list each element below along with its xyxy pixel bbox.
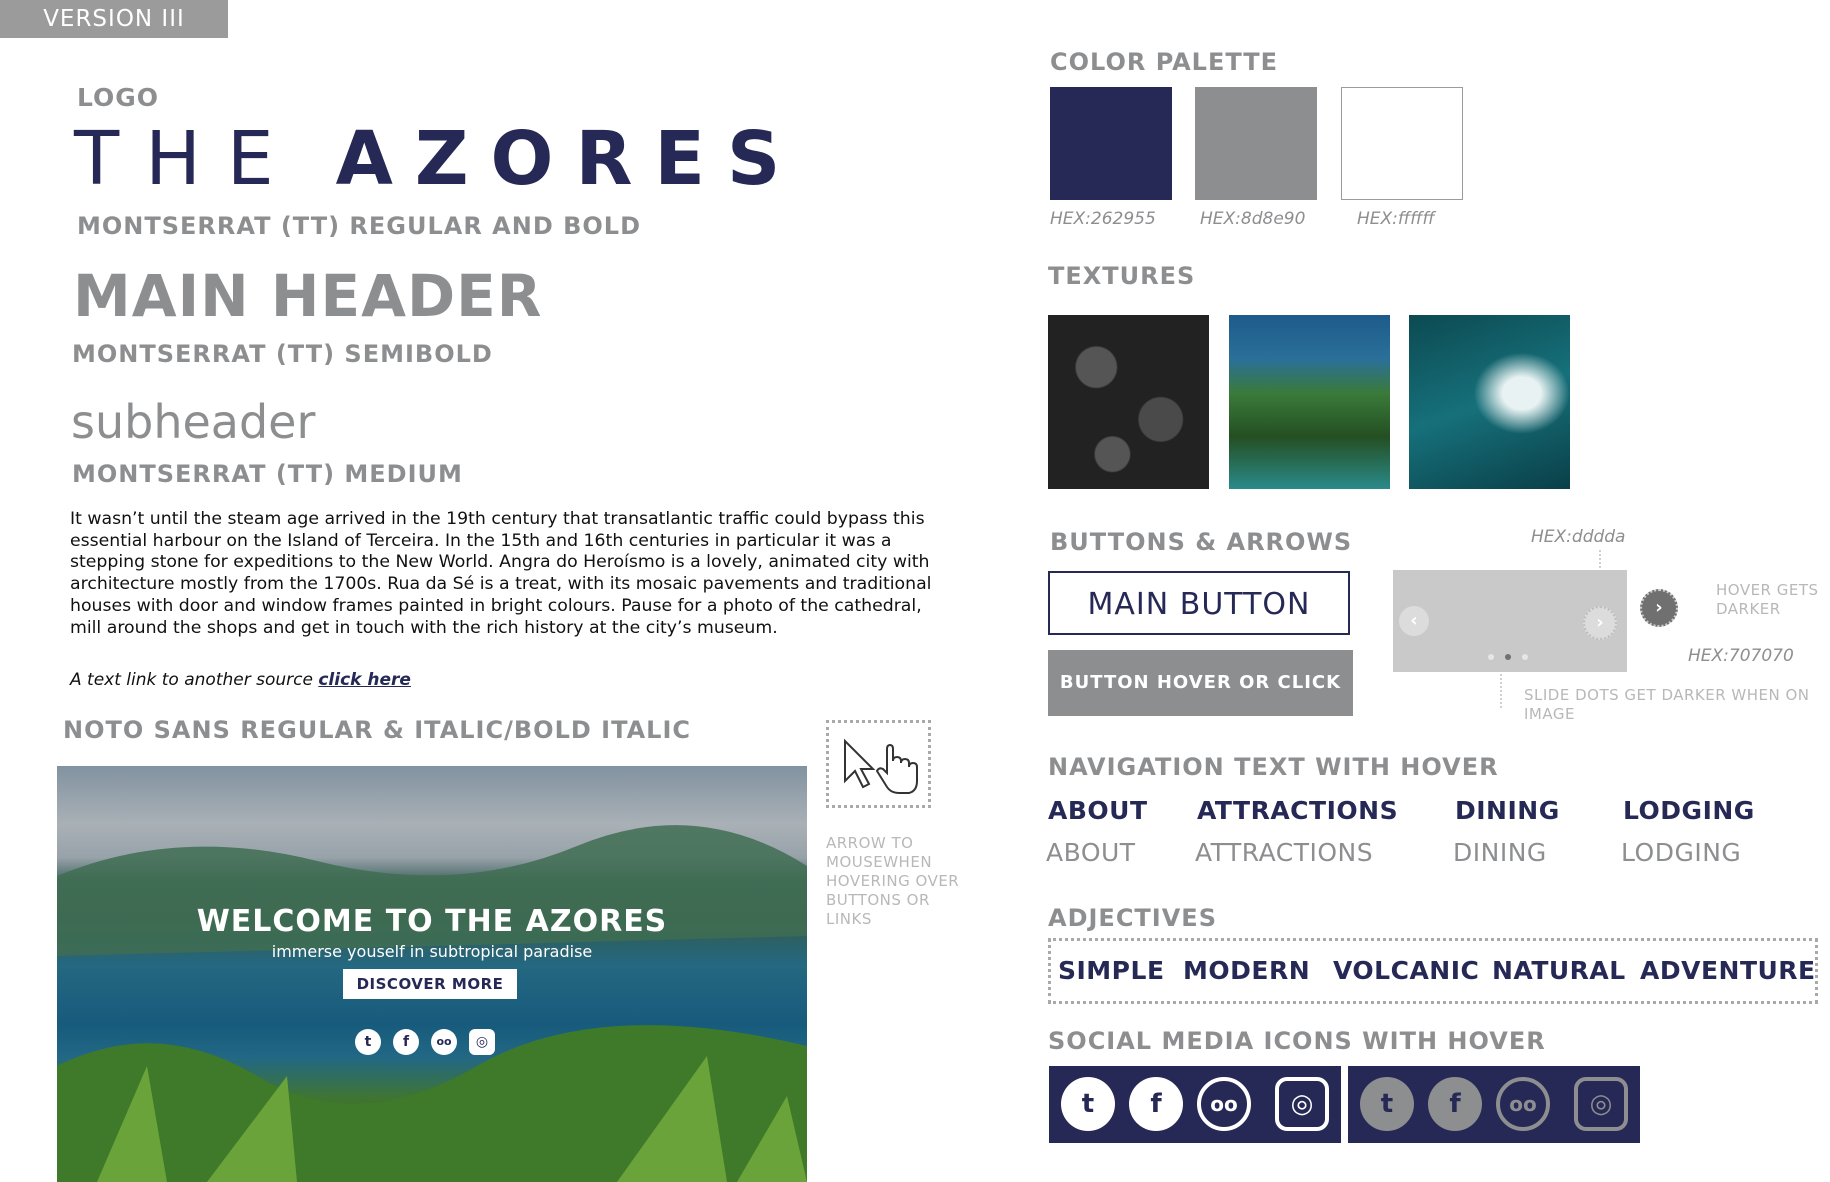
nav-attractions[interactable]: ATTRACTIONS: [1197, 796, 1399, 825]
social-heading: SOCIAL MEDIA ICONS WITH HOVER: [1048, 1027, 1546, 1055]
subheader-font-caption: MONTSERRAT (TT) MEDIUM: [72, 460, 463, 488]
textures-heading: TEXTURES: [1048, 262, 1196, 290]
lagoon-aerial-texture: [1229, 315, 1390, 489]
subheader-sample: subheader: [71, 395, 316, 449]
swatch-navy: [1050, 87, 1172, 200]
adjective-natural: NATURAL: [1492, 956, 1626, 985]
tripadvisor-icon[interactable]: oo: [1197, 1077, 1251, 1131]
cursor-sample: [826, 720, 931, 808]
swatch-white: [1341, 87, 1463, 200]
slider-dots-pointer: [1500, 674, 1502, 708]
adjective-simple: SIMPLE: [1058, 956, 1165, 985]
nav-dining-hover[interactable]: DINING: [1453, 838, 1547, 867]
hover-arrow-icon[interactable]: ›: [1640, 589, 1678, 627]
slider-hex: HEX:dddda: [1531, 527, 1626, 547]
hover-button-sample[interactable]: BUTTON HOVER OR CLICK: [1048, 650, 1353, 716]
logo-font-caption: MONTSERRAT (TT) REGULAR AND BOLD: [77, 212, 642, 240]
body-text-sample: It wasn’t until the steam age arrived in the 19th century that transatlantic traffic could bypass this essential harbour on the Island of Terceira. In the 15th and 16th centuries in particular it was a stepping stone for expeditions to the New World. Angra do Heroísmo is a lovely, animated city with architecture mostly from the 1700s. Rua da Sé is a treat, with its mosaic pavements and traditional houses with door and window frames painted in bright colours. Pause for a photo of the cathedral, mill around the shops and get in touch with the rich history at the city’s museum.: [70, 509, 932, 638]
arrow-cursor-icon: [845, 741, 873, 787]
instagram-icon[interactable]: ◎: [469, 1029, 495, 1055]
twitter-icon[interactable]: t: [1360, 1077, 1414, 1131]
slider-next-arrow-icon[interactable]: ›: [1583, 606, 1617, 640]
tripadvisor-icon[interactable]: oo: [431, 1029, 457, 1055]
link-line: [70, 670, 411, 690]
hero-title: WELCOME TO THE AZORES: [196, 904, 668, 939]
nav-about[interactable]: ABOUT: [1048, 796, 1148, 825]
nav-dining[interactable]: DINING: [1455, 796, 1560, 825]
slider-sample: [1393, 570, 1627, 672]
instagram-icon[interactable]: ◎: [1574, 1077, 1628, 1131]
main-header-font-caption: MONTSERRAT (TT) SEMIBOLD: [72, 340, 493, 368]
twitter-icon[interactable]: t: [1061, 1077, 1115, 1131]
swatch-gray: [1195, 87, 1317, 200]
discover-more-button[interactable]: DISCOVER MORE: [343, 969, 517, 999]
adjective-modern: MODERN: [1183, 956, 1311, 985]
slider-dot-active[interactable]: [1505, 654, 1511, 660]
facebook-icon[interactable]: f: [393, 1029, 419, 1055]
adjective-adventure: ADVENTURE: [1640, 956, 1816, 985]
adjective-volcanic: VOLCANIC: [1333, 956, 1480, 985]
nav-attractions-hover[interactable]: ATTRACTIONS: [1195, 838, 1374, 867]
slider-dots-note: SLIDE DOTS GET DARKER WHEN ON IMAGE: [1524, 686, 1810, 723]
cursor-note: ARROW TO MOUSEWHEN HOVERING OVER BUTTONS OR LINKS: [826, 834, 960, 928]
nav-lodging-hover[interactable]: LODGING: [1621, 838, 1742, 867]
social-icons-default: [1049, 1066, 1341, 1143]
body-font-caption: NOTO SANS REGULAR & ITALIC/BOLD ITALIC: [63, 716, 691, 744]
hero-subtitle: immerse youself in subtropical paradise: [271, 942, 593, 961]
slider-prev-arrow-icon[interactable]: ‹: [1399, 606, 1429, 636]
slider-hex-pointer: [1599, 550, 1601, 568]
main-button-sample[interactable]: MAIN BUTTON: [1048, 571, 1350, 635]
hex-gray: HEX:8d8e90: [1200, 209, 1306, 229]
facebook-icon[interactable]: f: [1428, 1077, 1482, 1131]
nav-heading: NAVIGATION TEXT WITH HOVER: [1048, 753, 1499, 781]
twitter-icon[interactable]: t: [355, 1029, 381, 1055]
logo: [74, 116, 803, 202]
social-icons-hover: [1348, 1066, 1640, 1143]
link-prefix: A text link to another source: [70, 670, 313, 690]
version-tag: VERSION III: [0, 0, 228, 38]
nav-lodging[interactable]: LODGING: [1623, 796, 1755, 825]
tripadvisor-icon[interactable]: oo: [1496, 1077, 1550, 1131]
logo-the: THE: [74, 116, 300, 202]
palette-heading: COLOR PALETTE: [1050, 48, 1279, 76]
nav-about-hover[interactable]: ABOUT: [1046, 838, 1136, 867]
buttons-heading: BUTTONS & ARROWS: [1050, 528, 1353, 556]
hex-white: HEX:ffffff: [1357, 209, 1435, 229]
lava-rock-texture: [1048, 315, 1209, 489]
slider-dot[interactable]: [1522, 654, 1528, 660]
hero-image: [57, 766, 807, 1182]
hand-cursor-icon: [877, 745, 917, 793]
ocean-wave-texture: [1409, 315, 1570, 489]
slider-hover-hex: HEX:707070: [1688, 646, 1794, 666]
slider-hover-note: HOVER GETS DARKER: [1716, 581, 1819, 618]
logo-heading: LOGO: [77, 83, 160, 112]
logo-azores: AZORES: [335, 116, 803, 202]
adjectives-heading: ADJECTIVES: [1048, 904, 1217, 932]
slider-dot[interactable]: [1488, 654, 1494, 660]
instagram-icon[interactable]: ◎: [1275, 1077, 1329, 1131]
text-link[interactable]: click here: [318, 670, 411, 690]
facebook-icon[interactable]: f: [1129, 1077, 1183, 1131]
hex-navy: HEX:262955: [1050, 209, 1156, 229]
main-header-sample: MAIN HEADER: [73, 262, 543, 330]
cursor-icons: [829, 723, 929, 807]
